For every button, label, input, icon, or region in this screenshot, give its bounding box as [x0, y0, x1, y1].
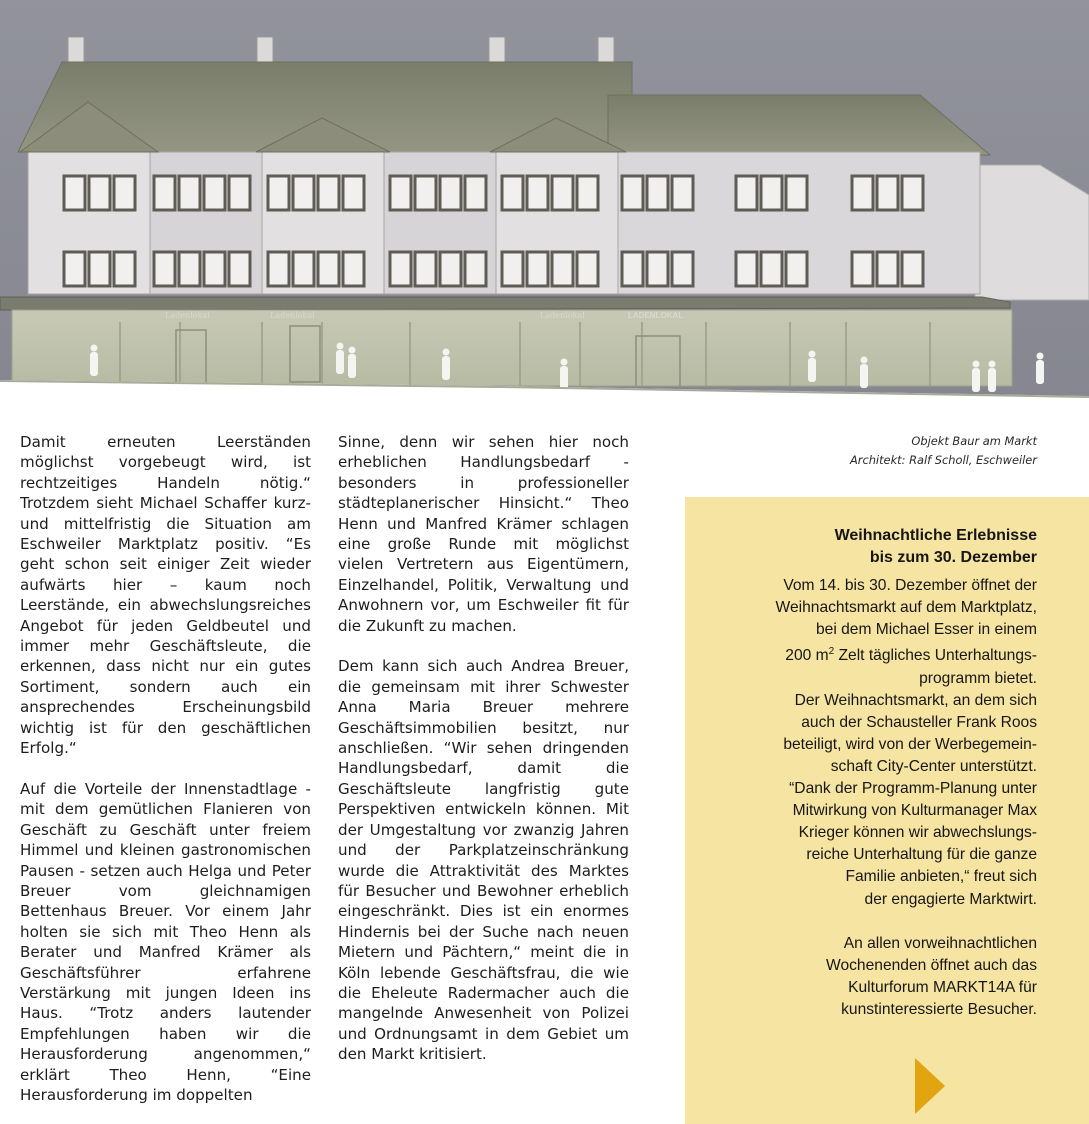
person [972, 368, 980, 392]
text-line: programm bietet. [919, 669, 1037, 687]
heading-line: bis zum 30. Dezember [869, 548, 1037, 566]
paragraph: Damit erneuten Leerständen möglichst vorgebeugt wird, ist rechtzeitiges Handeln nötig.“ Trotzdem sieht Michael Schaffer kurz- und mittelfristig die Situation am Eschweiler Marktplatz positiv. “Es geht schon seit einiger Zeit wieder aufwärts hier – kaum noch Leerstände, ein abwechslungsreiches Angebot für jeden Geldbeutel und immer mehr Geschäftsleute, die erkennen, dass nicht nur ein gutes Sortiment, sondern auch ein ansprechendes Erscheinungsbild wichtig ist für den geschäftlichen Erfolg.“ [20, 433, 311, 758]
text-line: Wochenenden öffnet auch das [826, 956, 1037, 974]
window [852, 252, 873, 286]
person [989, 361, 996, 368]
shop-sign-3: Ladenlokal [540, 311, 585, 320]
text-line: der engagierte Marktwirt. [864, 890, 1037, 908]
person [809, 351, 816, 358]
window [622, 252, 643, 286]
building-illustration [0, 0, 1089, 410]
person [1037, 353, 1044, 360]
window [154, 252, 175, 286]
window [647, 252, 668, 286]
window [64, 176, 85, 210]
window [268, 252, 289, 286]
window [622, 176, 643, 210]
caption-object: Objekt Baur am Markt [911, 434, 1037, 448]
person [443, 349, 450, 356]
window [390, 252, 411, 286]
window [761, 252, 782, 286]
text-line: bei dem Michael Esser in einem [815, 621, 1037, 639]
text-line: Kulturforum MARKT14A für [848, 978, 1037, 996]
window [577, 176, 598, 210]
window [114, 176, 135, 210]
person [90, 352, 98, 376]
window [736, 252, 757, 286]
next-page-arrow-icon [915, 1058, 945, 1114]
text-line: Vom 14. bis 30. Dezember öffnet der [783, 577, 1037, 594]
window [902, 252, 923, 286]
window [154, 176, 175, 210]
shop-sign-4: LADENLOKAL [628, 311, 684, 320]
text-line: Mitwirkung von Kulturmanager Max [792, 802, 1037, 820]
shop-sign-2: Ladenlokal [270, 311, 315, 320]
window [877, 176, 898, 210]
text-line [776, 641, 1037, 667]
window [268, 176, 289, 210]
info-box-text [776, 575, 1037, 1021]
info-box-heading [835, 525, 1037, 568]
window [440, 252, 461, 286]
window [902, 176, 923, 210]
window [852, 176, 873, 210]
person [442, 356, 450, 380]
window [89, 176, 110, 210]
superscript: 2 [828, 646, 835, 658]
window [577, 252, 598, 286]
window [64, 252, 85, 286]
text-line: auch der Schausteller Frank Roos [801, 713, 1037, 731]
info-box [685, 497, 1089, 1124]
shop-sign-1: Ladenlokal [165, 311, 210, 320]
person [560, 366, 568, 390]
person [561, 359, 568, 366]
person [349, 347, 356, 354]
person [973, 361, 980, 368]
window [440, 176, 461, 210]
article-column-1 [20, 432, 311, 1105]
text-line: An allen vorweihnachtlichen [843, 934, 1037, 952]
text-line: schaft City-Center unterstützt. [830, 757, 1037, 775]
person [860, 364, 868, 388]
window [736, 176, 757, 210]
window [318, 252, 339, 286]
text-line: “Dank der Programm-Planung unter [789, 780, 1037, 798]
window [527, 252, 548, 286]
image-caption [850, 432, 1037, 470]
person [861, 357, 868, 364]
window [647, 176, 668, 210]
person [808, 358, 816, 382]
window [343, 252, 364, 286]
text-line: Familie anbieten,“ freut sich [845, 868, 1037, 886]
window [877, 252, 898, 286]
text-line: Krieger können wir abwechslungs- [798, 824, 1037, 842]
window [229, 252, 250, 286]
window [415, 176, 436, 210]
text-fragment: Zelt tägliches Unterhaltungs- [834, 647, 1037, 665]
text-line: Weihnachtsmarkt auf dem Marktplatz, [775, 599, 1037, 617]
person [336, 350, 344, 374]
text-line: kunstinteressierte Besucher. [841, 1000, 1037, 1018]
person [348, 354, 356, 378]
window [318, 176, 339, 210]
text-line: Der Weihnachtsmarkt, an dem sich [794, 691, 1037, 709]
window [502, 176, 523, 210]
window [204, 252, 225, 286]
awning [0, 297, 1010, 310]
paragraph: Auf die Vorteile der Innenstadtlage - mit dem gemütlichen Flanieren von Geschäft zu Geschäft unter freiem Himmel und kleinen gastronomischen Pausen - setzen auch Helga und Peter Breuer vom gleichnamigen Bettenhaus Breuer. Vor einem Jahr holten sie sich mit Theo Henn als Berater und Manfred Krämer als Geschäftsführer erfahrene Verstärkung mit jungen Ideen ins Haus. “Trotz anders lautender Empfehlungen haben wir die Herausforderung angenommen,“ erklärt Theo Henn, “Eine Herausforderung im doppelten [20, 779, 311, 1104]
window [465, 252, 486, 286]
window [89, 252, 110, 286]
window [786, 252, 807, 286]
caption-architect: Architekt: Ralf Scholl, Eschweiler [849, 453, 1037, 467]
paragraph: Sinne, denn wir sehen hier noch erheblichen Handlungsbedarf - besonders in professioneller städteplanerischer Hinsicht.“ Theo Henn und Manfred Krämer schlagen eine große Runde mit möglichst vielen Vertretern aus Eigentümern, Einzelhandel, Politik, Verwaltung und Anwohnern vor, um Eschweiler fit für die Zukunft zu machen. [338, 433, 629, 635]
window [672, 252, 693, 286]
person [337, 343, 344, 350]
window [672, 176, 693, 210]
window [786, 176, 807, 210]
window [293, 252, 314, 286]
window [552, 176, 573, 210]
window [552, 252, 573, 286]
window [204, 176, 225, 210]
window [415, 252, 436, 286]
window [293, 176, 314, 210]
window [114, 252, 135, 286]
window [343, 176, 364, 210]
window [761, 176, 782, 210]
window [179, 252, 200, 286]
person [91, 345, 98, 352]
paragraph: Dem kann sich auch Andrea Breuer, die gemeinsam mit ihrer Schwester Anna Maria Breuer mehrere Geschäftsimmobilien besitzt, nur anschließen. “Wir sehen dringenden Handlungsbedarf, damit die Geschäftsleute langfristig gute Perspektiven entwickeln können. Mit der Umgestaltung vor zwanzig Jahren und der Parkplatzeinschränkung wurde die Attraktivität des Marktes für Besucher und Bewohner erheblich eingeschränkt. Dies ist ein enormes Hindernis bei der Suche nach neuen Mietern und Pächtern,“ meint die in Köln lebende Geschäftsfrau, die wie die Eheleute Radermacher auch die mangelnde Anwesenheit von Polizei und Ordnungsamt in dem Gebiet um den Markt kritisiert. [338, 657, 629, 1064]
window [502, 252, 523, 286]
window [229, 176, 250, 210]
window [527, 176, 548, 210]
text-line: reiche Unterhaltung für die ganze [806, 846, 1037, 864]
text-line: beteiligt, wird von der Werbegemein- [783, 735, 1037, 753]
heading-line: Weihnachtliche Erlebnisse [834, 527, 1037, 544]
article-column-2 [338, 432, 629, 1065]
side-building [975, 165, 1089, 300]
text-fragment: 200 m [785, 647, 829, 665]
person [1036, 360, 1044, 384]
window [179, 176, 200, 210]
window [465, 176, 486, 210]
person [988, 368, 996, 392]
window [390, 176, 411, 210]
